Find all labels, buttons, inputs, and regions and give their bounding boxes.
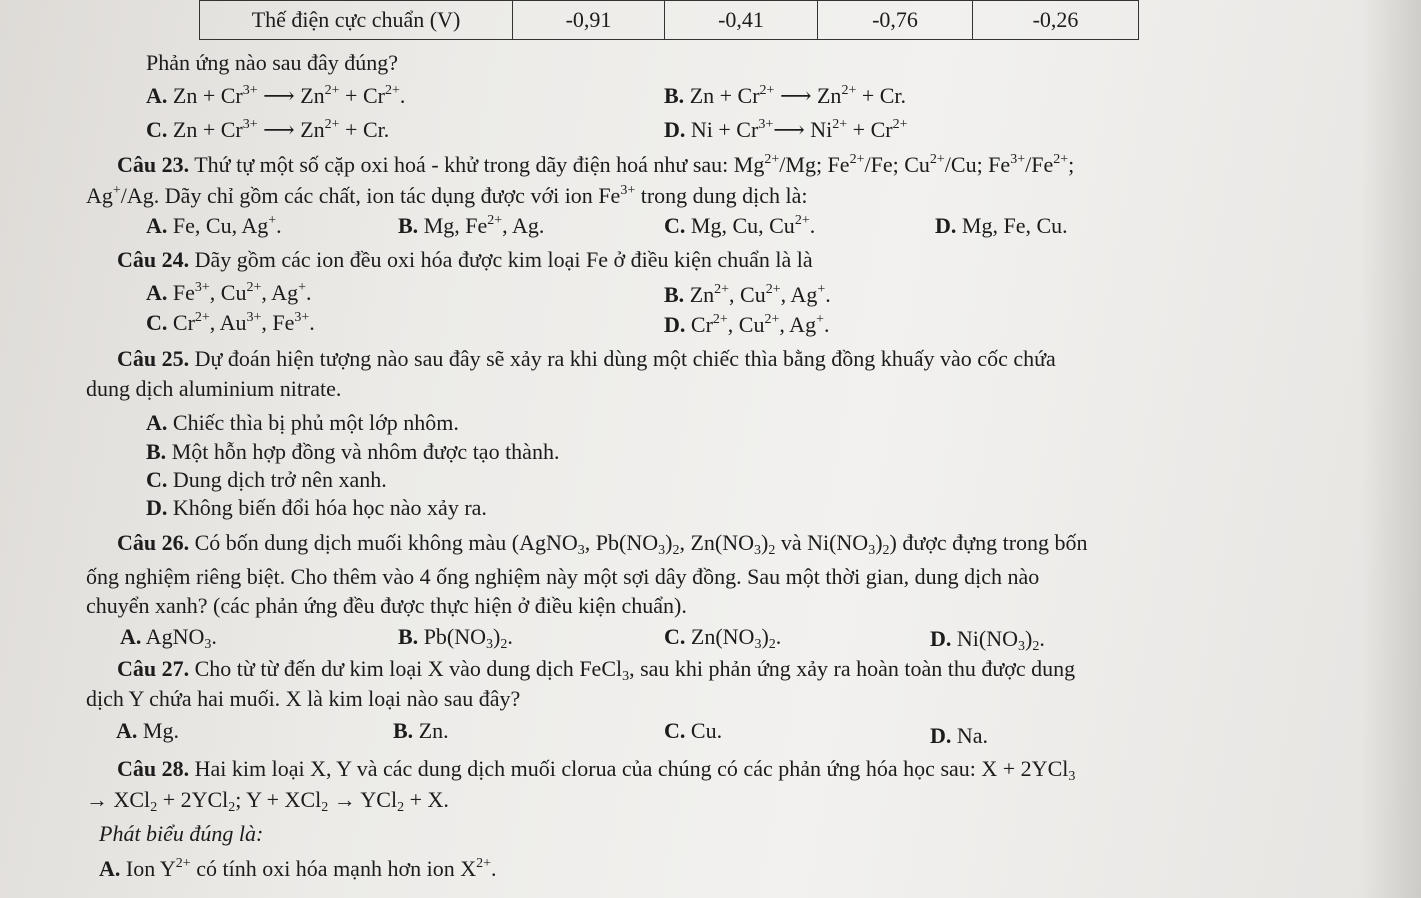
q28-label: Câu 28. — [117, 756, 190, 781]
q23-option-a: A. Fe, Cu, Ag+. — [146, 213, 282, 238]
q22-option-a: A. $Zn + Cr^{3+}$ ⟶ $Zn^{2+} + Cr^{2+}$. — [146, 83, 406, 108]
q24-option-d: D. $Cr^{2+}$, $Cu^{2+}$, Ag+. — [664, 312, 830, 337]
q26-option-b: B. $Pb(NO_3)_2$. — [398, 624, 513, 652]
table-cell: -0,76 — [818, 1, 973, 40]
q26-label: Câu 26. — [117, 530, 190, 555]
table-row — [200, 1, 1139, 40]
q27-option-b: B. Zn. — [393, 718, 449, 743]
q26-option-c: C. $Zn(NO_3)_2$. — [664, 624, 782, 652]
page-shadow — [1361, 0, 1421, 898]
q25-line-1: Câu 25. Dự đoán hiện tượng nào sau đây sẽ xảy ra khi dùng một chiếc thìa bằng đồng khuấy vào cốc chứa — [117, 346, 1056, 371]
q24-label: Câu 24. — [117, 247, 190, 272]
q28-statement: Phát biểu đúng là: — [99, 821, 264, 846]
q23-line-1: Câu 23. Thứ tự một số cặp oxi hoá - khử trong dãy điện hoá như sau: $Mg^{2+}/Mg$; $Fe^{2+}/Fe$; $Cu^{2+}/Cu$; $Fe^{3+}/Fe^{2+}$; — [117, 152, 1075, 177]
q22-option-b: B. $Zn + Cr^{2+}$ ⟶ $Zn^{2+} + Cr$. — [664, 83, 907, 108]
q22-option-c: C. $Zn + Cr^{3+}$ ⟶ $Zn^{2+} + Cr$. — [146, 117, 390, 142]
q26-option-d: D. $Ni(NO_3)_2$. — [930, 626, 1045, 654]
q26-option-a: A. AgNO$_3$. — [120, 624, 217, 652]
table-cell: -0,26 — [973, 1, 1139, 40]
q24-option-c: C. $Cr^{2+}$, $Au^{3+}$, $Fe^{3+}$. — [146, 310, 315, 335]
potential-table — [199, 0, 1139, 40]
q26-line-1: Câu 26. Có bốn dung dịch muối không màu (AgNO$_3$, $Pb(NO_3)_2$, $Zn(NO_3)_2$ và $Ni(NO_3)_2$) được đựng trong bốn — [117, 530, 1088, 558]
q27-line-1: Câu 27. Cho từ từ đến dư kim loại X vào dung dịch FeCl$_3$, sau khi phản ứng xảy ra hoàn toàn thu được dung — [117, 656, 1076, 684]
q25-option-b: B. Một hỗn hợp đồng và nhôm được tạo thành. — [146, 439, 560, 464]
q23-label: Câu 23. — [117, 152, 190, 177]
q25-label: Câu 25. — [117, 346, 190, 371]
q25-option-d: D. Không biến đổi hóa học nào xảy ra. — [146, 495, 487, 520]
q24-option-a: A. $Fe^{3+}$, $Cu^{2+}$, Ag+. — [146, 280, 312, 305]
q27-option-a: A. Mg. — [116, 718, 179, 743]
q27-option-d: D. Na. — [930, 723, 989, 748]
q28-line-2: → XCl$_2$ + 2YCl$_2$; Y + XCl$_2$ → YCl$_2$ + X. — [86, 787, 449, 815]
q28-option-a: A. Ion $Y^{2+}$ có tính oxi hóa mạnh hơn ion $X^{2+}$. — [99, 856, 497, 881]
q22-stem: Phản ứng nào sau đây đúng? — [146, 50, 399, 75]
q27-label: Câu 27. — [117, 656, 190, 681]
table-header-cell: Thế điện cực chuẩn (V) — [200, 1, 513, 40]
q26-line-3: chuyển xanh? (các phản ứng đều được thực hiện ở điều kiện chuẩn). — [86, 593, 687, 618]
q23-option-c: C. Mg, Cu, $Cu^{2+}$. — [664, 213, 816, 238]
table-cell: -0,41 — [665, 1, 818, 40]
q25-line-2: dung dịch aluminium nitrate. — [86, 376, 342, 401]
q28-line-1: Câu 28. Hai kim loại X, Y và các dung dịch muối clorua của chúng có các phản ứng hóa học sau: X + 2YCl$_3$ — [117, 756, 1076, 784]
q25-option-c: C. Dung dịch trở nên xanh. — [146, 467, 387, 492]
q23-line-2: Ag+/Ag. Dãy chỉ gồm các chất, ion tác dụng được với ion $Fe^{3+}$ trong dung dịch là: — [86, 183, 808, 208]
q26-line-2: ống nghiệm riêng biệt. Cho thêm vào 4 ống nghiệm này một sợi dây đồng. Sau một thời gian, dung dịch nào — [86, 564, 1040, 589]
q25-option-a: A. Chiếc thìa bị phủ một lớp nhôm. — [146, 410, 459, 435]
q24-line-1: Câu 24. Dãy gồm các ion đều oxi hóa được kim loại Fe ở điều kiện chuẩn là là — [117, 247, 813, 272]
table-cell: -0,91 — [513, 1, 665, 40]
q23-option-b: B. Mg, $Fe^{2+}$, Ag. — [398, 213, 545, 238]
q27-line-2: dịch Y chứa hai muối. X là kim loại nào sau đây? — [86, 686, 521, 711]
q23-option-d: D. Mg, Fe, Cu. — [935, 213, 1068, 238]
q24-option-b: B. $Zn^{2+}$, $Cu^{2+}$, Ag+. — [664, 282, 831, 307]
q27-option-c: C. Cu. — [664, 718, 723, 743]
q22-option-d: D. $Ni + Cr^{3+}⟶$ $Ni^{2+} + Cr^{2+}$ — [664, 117, 908, 142]
